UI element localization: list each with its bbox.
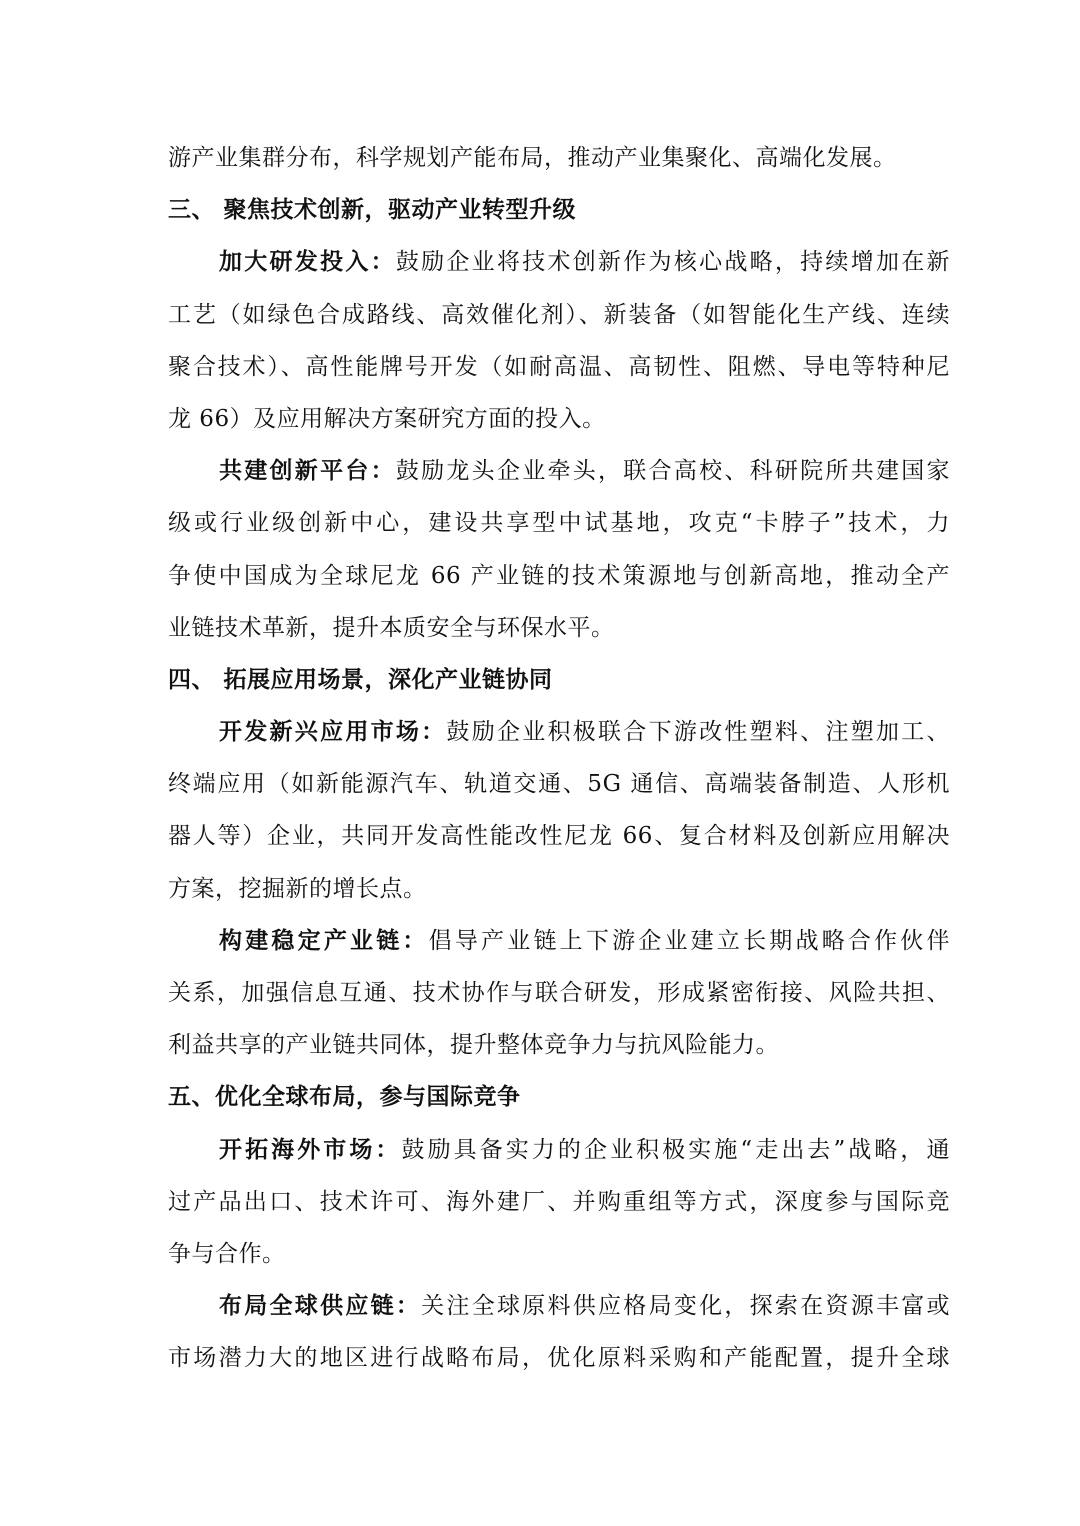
- section-heading: 四、 拓展应用场景，深化产业链协同: [168, 665, 553, 693]
- paragraph-text: 鼓励企业将技术创新作为核心战略，持续增加在新: [395, 249, 950, 276]
- paragraph-lead: 构建稳定产业链：: [219, 926, 429, 954]
- paragraph-lead: 共建创新平台：: [219, 457, 396, 485]
- paragraph-line: 级或行业级创新中心，建设共享型中试基地，攻克“卡脖子”技术，力: [168, 510, 950, 537]
- paragraph-lead: 加大研发投入：: [219, 248, 396, 276]
- paragraph-line: 龙 66）及应用解决方案研究方面的投入。: [168, 405, 606, 432]
- paragraph-line: 聚合技术）、高性能牌号开发（如耐高温、高韧性、阻燃、导电等特种尼: [168, 353, 950, 380]
- paragraph-text: 鼓励企业积极联合下游改性塑料、注塑加工、: [446, 719, 951, 746]
- paragraph-text: 关注全球原料供应格局变化，探索在资源丰富或: [421, 1293, 951, 1320]
- paragraph-line: 工艺（如绿色合成路线、高效催化剂）、新装备（如智能化生产线、连续: [168, 301, 950, 328]
- paragraph-line: 市场潜力大的地区进行战略布局，优化原料采购和产能配置，提升全球: [168, 1345, 950, 1372]
- paragraph-lead: 开拓海外市场：: [219, 1135, 402, 1163]
- document-body: [168, 132, 950, 1385]
- paragraph-first-line: [168, 1124, 950, 1176]
- paragraph-first-line: [168, 445, 950, 497]
- paragraph-text: 倡导产业链上下游企业建立长期战略合作伙伴: [428, 927, 951, 954]
- paragraph-first-line: [168, 706, 950, 758]
- continuation-line: 游产业集群分布，科学规划产能布局，推动产业集聚化、高端化发展。: [168, 145, 897, 171]
- paragraph-line: 利益共享的产业链共同体，提升整体竞争力与抗风险能力。: [168, 1032, 779, 1059]
- paragraph-line: 争与合作。: [168, 1240, 286, 1267]
- paragraph-first-line: [168, 915, 950, 967]
- paragraph-first-line: [168, 236, 950, 288]
- paragraph-first-line: [168, 1280, 950, 1332]
- paragraph-line: 终端应用（如新能源汽车、轨道交通、5G 通信、高端装备制造、人形机: [168, 771, 950, 798]
- paragraph-text: 鼓励具备实力的企业积极实施“走出去”战略，通: [401, 1136, 950, 1163]
- paragraph-line: 方案，挖掘新的增长点。: [168, 875, 427, 902]
- paragraph-line: 关系，加强信息互通、技术协作与联合研发，形成紧密衔接、风险共担、: [168, 980, 950, 1006]
- paragraph-lead: 布局全球供应链：: [219, 1292, 422, 1320]
- paragraph-line: 过产品出口、技术许可、海外建厂、并购重组等方式，深度参与国际竞: [168, 1188, 950, 1215]
- paragraph-line: 器人等）企业，共同开发高性能改性尼龙 66、复合材料及创新应用解决: [168, 823, 950, 850]
- paragraph-text: 鼓励龙头企业牵头，联合高校、科研院所共建国家: [395, 458, 950, 485]
- paragraph-lead: 开发新兴应用市场：: [219, 718, 447, 746]
- paragraph-line: 业链技术革新，提升本质安全与环保水平。: [168, 614, 615, 641]
- section-heading: 三、 聚焦技术创新，驱动产业转型升级: [168, 196, 577, 224]
- paragraph-line: 争使中国成为全球尼龙 66 产业链的技术策源地与创新高地，推动全产: [168, 562, 950, 589]
- section-heading: 五、优化全球布局，参与国际竞争: [168, 1083, 521, 1111]
